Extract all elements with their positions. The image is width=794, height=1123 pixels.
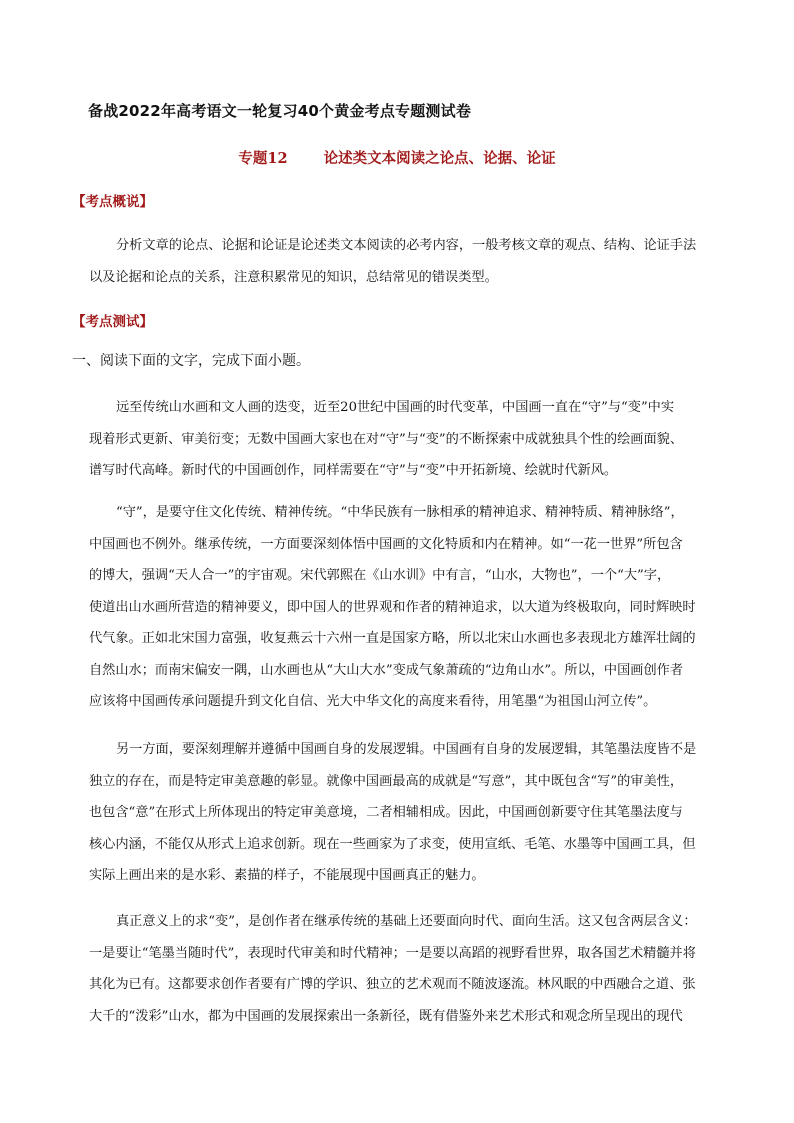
text-line: 真正意义上的求“变”，是创作者在继承传统的基础上还要面向时代、面向生活。这又包含两层含义： — [116, 914, 697, 929]
text-line: 大千的“泼彩”山水，都为中国画的发展探索出一条新径，既有借鉴外来艺术形式和观念所呈现出的现代 — [89, 1008, 683, 1024]
text-line: 以及论据和论点的关系，注意积累常见的知识，总结常见的错误类型。 — [89, 269, 498, 285]
text-line: 代气象。正如北宋国力富强，收复燕云十六州一直是国家方略，所以北宋山水画也多表现北方雄浑壮阔的 — [89, 631, 696, 646]
text-line: 中国画也不例外。继承传统，一方面要深刻体悟中国画的文化特质和内在精神。如“一花一世界”所包含 — [89, 536, 683, 552]
text-line: 的博大，强调“天人合一”的宇宙观。宋代郭熙在《山水训》中有言，“山水，大物也”，一个“大”字， — [89, 568, 671, 583]
section-heading-overview: 【考点概说】 — [72, 194, 153, 210]
text-line: 远至传统山水画和文人画的迭变，近至20世纪中国画的时代变革，中国画一直在“守”与“变”中实 — [116, 400, 675, 415]
text-line: 另一方面，要深刻理解并遵循中国画自身的发展逻辑。中国画有自身的发展逻辑，其笔墨法度皆不是 — [116, 742, 697, 757]
overview-paragraph — [89, 230, 725, 293]
text-line: 应该将中国画传承问题提升到文化自信、光大中华文化的高度来看待，用笔墨“为祖国山河立传”。 — [89, 694, 657, 709]
passage-paragraph-2 — [89, 497, 725, 718]
text-line: 核心内涵，不能仅从形式上追求创新。现在一些画家为了求变，使用宣纸、毛笔、水墨等中国画工具，但 — [89, 836, 696, 852]
text-line: “守”，是要守住文化传统、精神传统。“中华民族有一脉相承的精神追求、精神特质、精神脉络”， — [116, 505, 684, 520]
text-line: 使道出山水画所营造的精神要义，即中国人的世界观和作者的精神追求，以大道为终极取向，同时辉映时 — [89, 599, 696, 615]
text-line: 一是要让“笔墨当随时代”，表现时代审美和时代精神；一是要以高蹈的视野看世界，取各国艺术精髓并将 — [89, 945, 696, 961]
text-line: 谱写时代高峰。新时代的中国画创作，同样需要在“守”与“变”中开拓新境、绘就时代新风。 — [89, 463, 618, 478]
passage-paragraph-4 — [89, 906, 725, 1032]
text-line: 现着形式更新、审美衍变；无数中国画大家也在对“守”与“变”的不断探索中成就独具个性的绘画面貌、 — [89, 431, 684, 447]
text-line: 分析文章的论点、论据和论证是论述类文本阅读的必考内容，一般考核文章的观点、结构、论证手法 — [116, 238, 697, 253]
subtitle-text: 论述类文本阅读之论点、论据、论证 — [323, 150, 556, 167]
passage-paragraph-1 — [89, 392, 725, 487]
text-line: 自然山水；而南宋偏安一隅，山水画也从“大山大水”变成气象萧疏的“边角山水”。所以，中国画创作者 — [89, 662, 684, 678]
question-intro: 一、阅读下面的文字，完成下面小题。 — [72, 353, 310, 369]
text-line: 也包含“意”在形式上所体现出的特定审美意境，二者相辅相成。因此，中国画创新要守住其笔墨法度与 — [89, 805, 683, 820]
text-line: 实际上画出来的是水彩、素描的样子，不能展现中国画真正的魅力。 — [89, 868, 485, 883]
text-line: 其化为已有。这都要求创作者要有广博的学识、独立的艺术观而不随波逐流。林风眠的中西融合之道、张 — [89, 977, 696, 992]
text-line: 独立的存在，而是特定审美意趣的彰显。就像中国画最高的成就是“写意”，其中既包含“写”的审美性， — [89, 773, 684, 789]
passage-paragraph-3 — [89, 734, 725, 892]
section-heading-test: 【考点测试】 — [72, 314, 153, 330]
subtitle-number: 专题12 — [238, 150, 288, 167]
document-title: 备战2022年高考语文一轮复习40个黄金考点专题测试卷 — [88, 102, 472, 120]
document-subtitle — [0, 147, 794, 168]
